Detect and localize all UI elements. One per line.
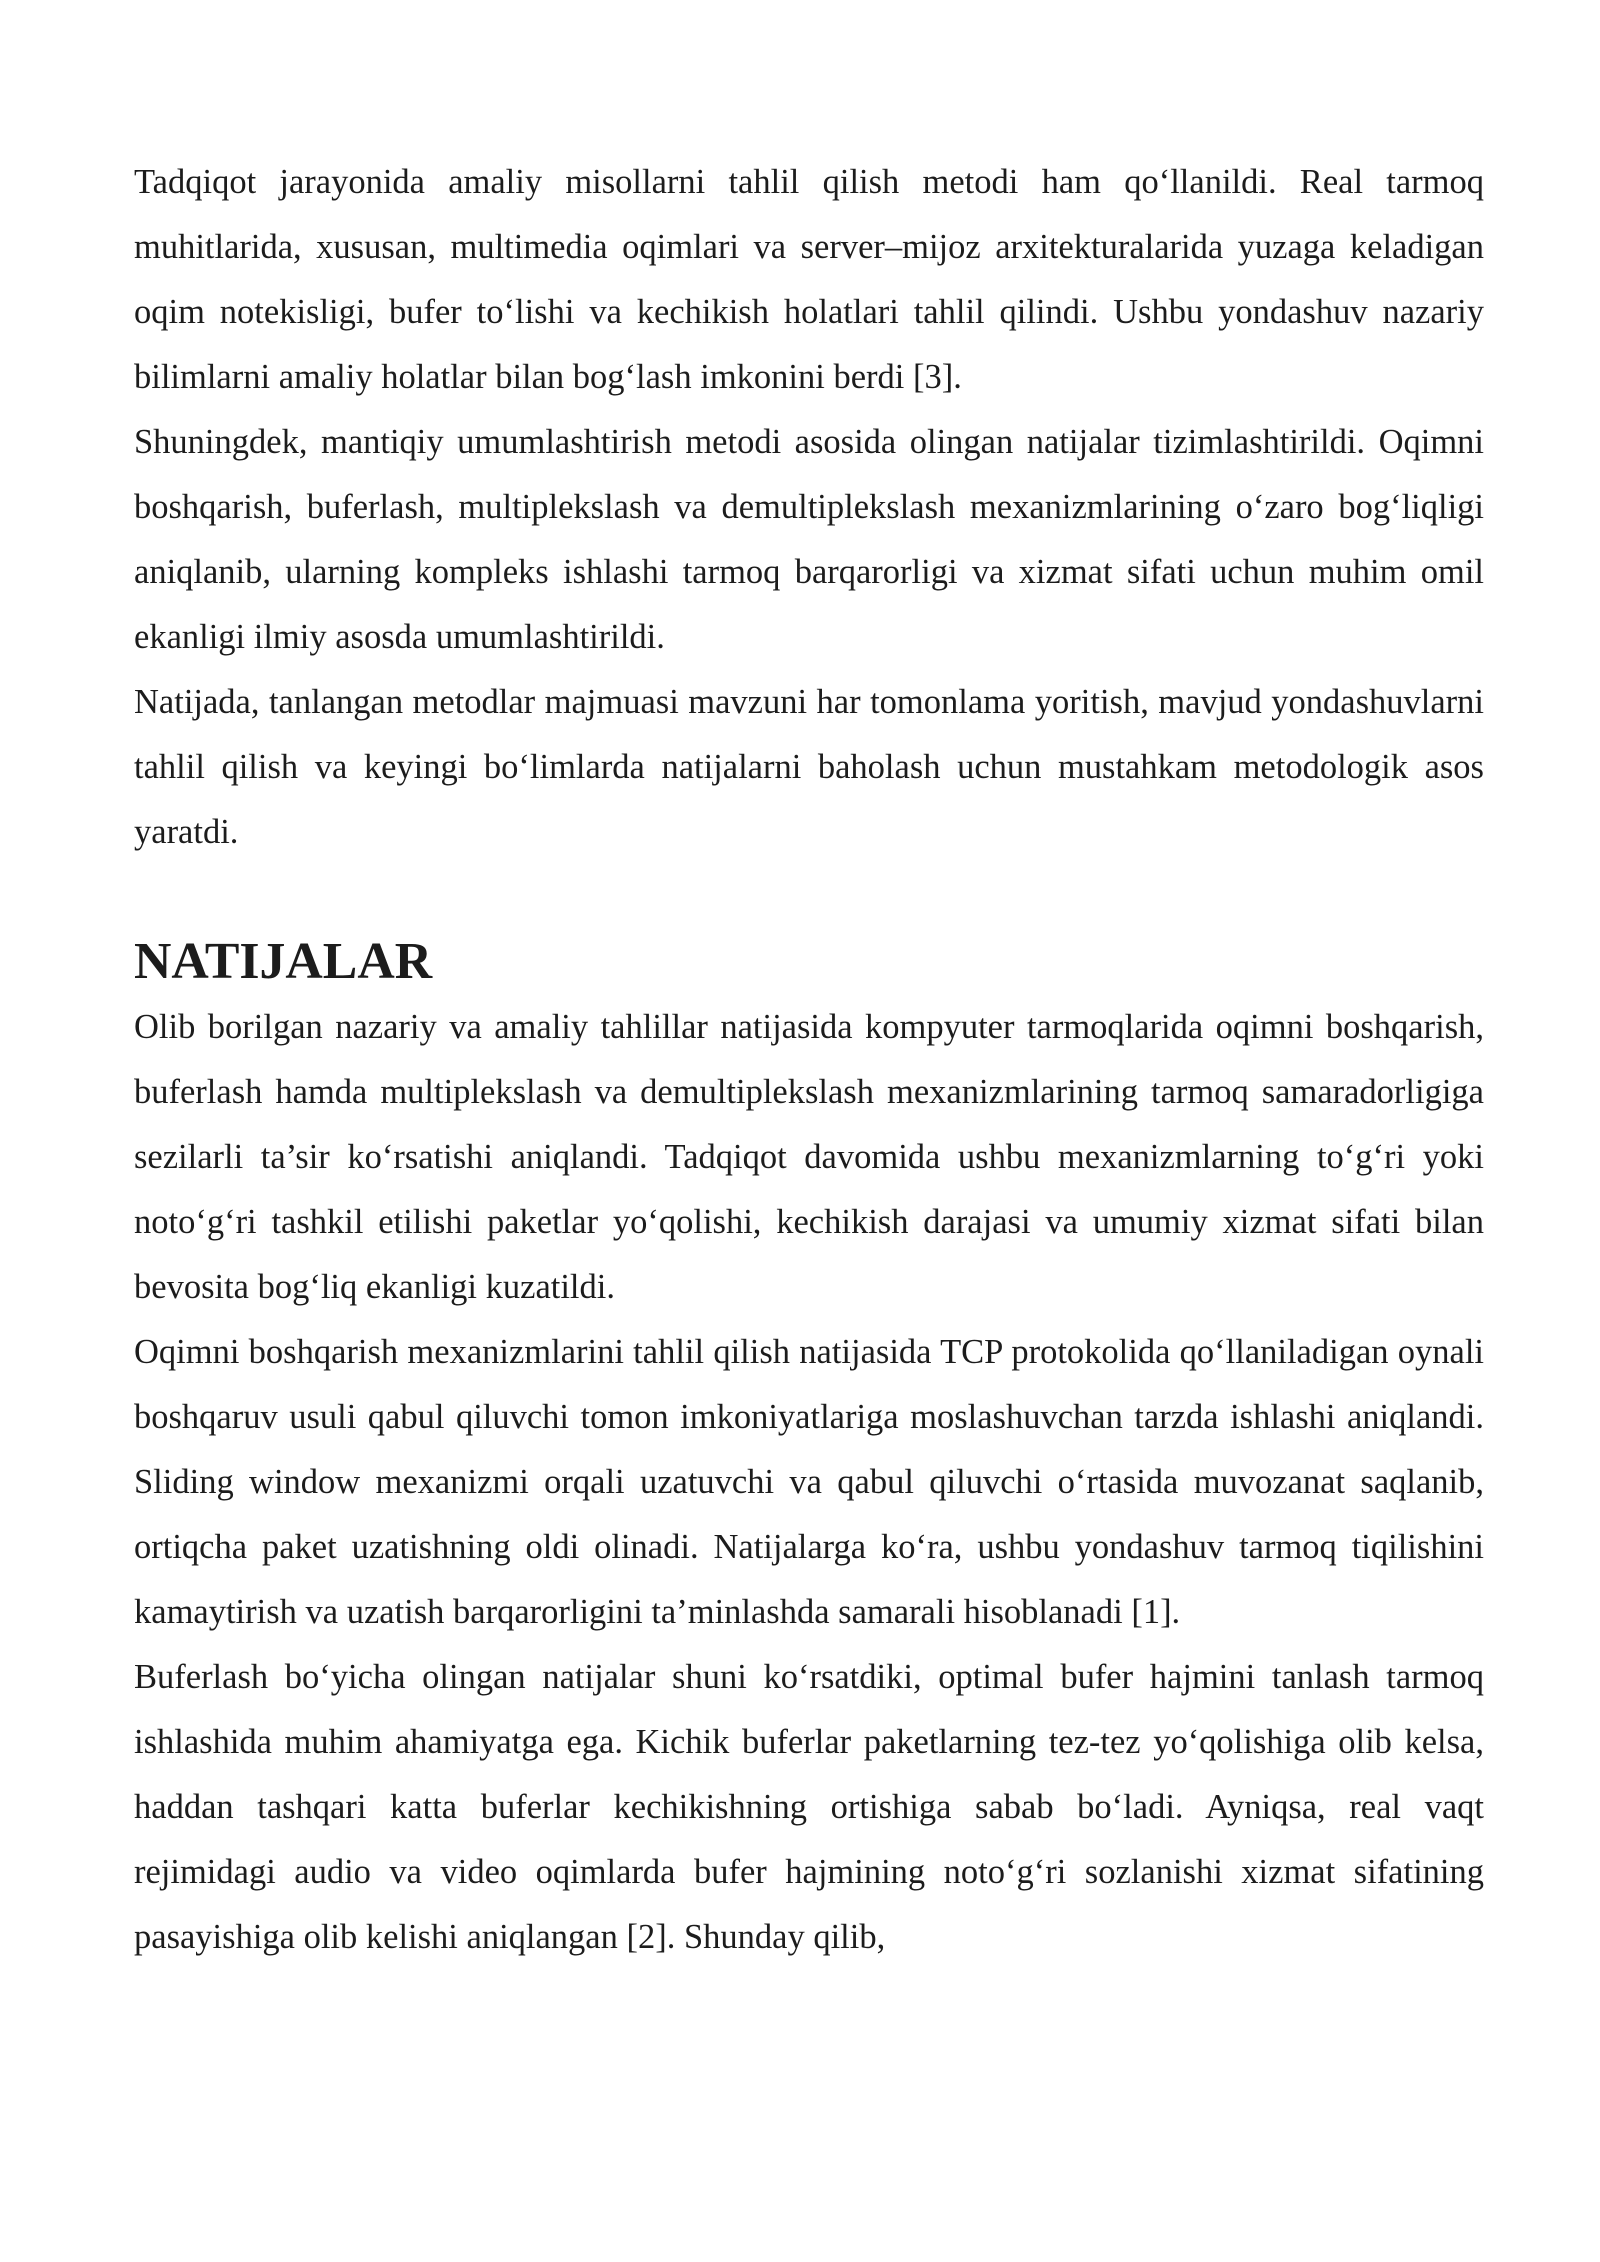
section-spacer (134, 865, 1484, 929)
body-paragraph: Olib borilgan nazariy va amaliy tahlillar natijasida kompyuter tarmoqlarida oqimni boshqarish, buferlash hamda multiplekslash va demultiplekslash mexanizmlarining tarmoq samaradorligiga sezilarli ta’sir ko‘rsatishi aniqlandi. Tadqiqot davomida ushbu mexanizmlarning to‘g‘ri yoki noto‘g‘ri tashkil etilishi paketlar yo‘qolishi, kechikish darajasi va umumiy xizmat sifati bilan bevosita bog‘liq ekanligi kuzatildi. (134, 1008, 1484, 1306)
body-paragraph: Buferlash bo‘yicha olingan natijalar shuni ko‘rsatdiki, optimal bufer hajmini tanlash tarmoq ishlashida muhim ahamiyatga ega. Kichik buferlar paketlarning tez-tez yo‘qolishiga olib kelsa, haddan tashqari katta buferlar kechikishning ortishiga sabab bo‘ladi. Ayniqsa, real vaqt rejimidagi audio va video oqimlarda bufer hajmining noto‘g‘ri sozlanishi xizmat sifatining pasayishiga olib kelishi aniqlangan [2]. Shunday qilib, (134, 1658, 1484, 1956)
body-paragraph: Tadqiqot jarayonida amaliy misollarni tahlil qilish metodi ham qo‘llanildi. Real tarmoq muhitlarida, xususan, multimedia oqimlari va server–mijoz arxitekturalarida yuzaga keladigan oqim notekisligi, bufer to‘lishi va kechikish holatlari tahlil qilindi. Ushbu yondashuv nazariy bilimlarni amaliy holatlar bilan bog‘lash imkonini berdi [3]. (134, 163, 1484, 396)
body-paragraph: Shuningdek, mantiqiy umumlashtirish metodi asosida olingan natijalar tizimlashtirildi. Oqimni boshqarish, buferlash, multiplekslash va demultiplekslash mexanizmlarining o‘zaro bog‘liqligi aniqlanib, ularning kompleks ishlashi tarmoq barqarorligi va xizmat sifati uchun muhim omil ekanligi ilmiy asosda umumlashtirildi. (134, 423, 1484, 656)
section-heading-results: NATIJALAR (134, 933, 433, 990)
document-page (134, 150, 1484, 1970)
body-paragraph: Natijada, tanlangan metodlar majmuasi mavzuni har tomonlama yoritish, mavjud yondashuvlarni tahlil qilish va keyingi bo‘limlarda natijalarni baholash uchun mustahkam metodologik asos yaratdi. (134, 683, 1484, 851)
body-paragraph: Oqimni boshqarish mexanizmlarini tahlil qilish natijasida TCP protokolida qo‘llaniladigan oynali boshqaruv usuli qabul qiluvchi tomon imkoniyatlariga moslashuvchan tarzda ishlashi aniqlandi. Sliding window mexanizmi orqali uzatuvchi va qabul qiluvchi o‘rtasida muvozanat saqlanib, ortiqcha paket uzatishning oldi olinadi. Natijalarga ko‘ra, ushbu yondashuv tarmoq tiqilishini kamaytirish va uzatish barqarorligini ta’minlashda samarali hisoblanadi [1]. (134, 1333, 1484, 1631)
